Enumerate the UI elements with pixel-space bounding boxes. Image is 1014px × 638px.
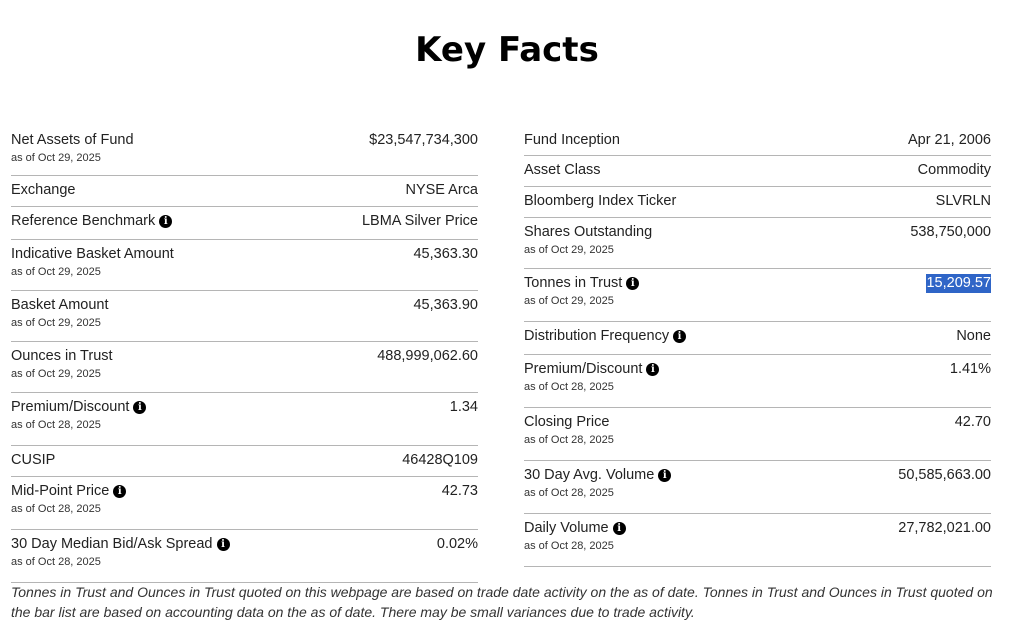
fact-label-group bbox=[524, 131, 620, 150]
info-icon[interactable]: i bbox=[626, 277, 639, 290]
as-of-date: as of Oct 29, 2025 bbox=[11, 368, 101, 380]
as-of-date: as of Oct 28, 2025 bbox=[524, 434, 614, 446]
as-of-date: as of Oct 28, 2025 bbox=[11, 419, 101, 431]
fact-value: 27,782,021.00 bbox=[898, 520, 991, 536]
fact-label-text: Tonnes in Trust bbox=[524, 275, 623, 291]
fact-label-text: Ounces in Trust bbox=[11, 348, 113, 364]
fact-label-group bbox=[11, 131, 134, 165]
fact-label-text: Premium/Discount bbox=[524, 361, 643, 377]
fact-value: NYSE Arca bbox=[405, 182, 478, 198]
fact-label bbox=[11, 482, 126, 501]
fact-label-text: Daily Volume bbox=[524, 520, 609, 536]
fact-row-tonnes-in-trust bbox=[524, 269, 991, 322]
as-of-date: as of Oct 29, 2025 bbox=[524, 244, 614, 256]
fact-label bbox=[524, 131, 620, 150]
fact-label-text: Fund Inception bbox=[524, 132, 620, 148]
fact-row-cusip bbox=[11, 446, 478, 477]
fact-label bbox=[524, 519, 626, 538]
fact-label-group bbox=[524, 327, 686, 346]
fact-row-fund-inception bbox=[524, 126, 991, 156]
as-of-date: as of Oct 28, 2025 bbox=[11, 556, 101, 568]
page-title: Key Facts bbox=[415, 30, 599, 70]
fact-value: Commodity bbox=[917, 162, 991, 178]
fact-label bbox=[11, 131, 134, 150]
key-facts-right-column bbox=[524, 126, 991, 567]
fact-row-basket-amount bbox=[11, 291, 478, 342]
fact-value: None bbox=[956, 328, 991, 344]
info-icon[interactable]: i bbox=[658, 469, 671, 482]
fact-label-group bbox=[11, 245, 174, 279]
fact-label-group bbox=[11, 347, 113, 381]
fact-row-exchange bbox=[11, 176, 478, 207]
fact-label-group bbox=[524, 223, 652, 257]
fact-label-text: Distribution Frequency bbox=[524, 328, 670, 344]
fact-label bbox=[11, 181, 76, 200]
fact-label-text: Asset Class bbox=[524, 162, 601, 178]
fact-label-group bbox=[11, 535, 230, 569]
fact-label-group bbox=[524, 519, 626, 553]
fact-label-group bbox=[11, 451, 55, 470]
fact-value: 42.70 bbox=[954, 414, 991, 430]
key-facts-left-column bbox=[11, 126, 478, 583]
fact-row-daily-volume bbox=[524, 514, 991, 567]
fact-label-group bbox=[11, 181, 76, 200]
fact-label-group bbox=[11, 398, 146, 432]
fact-row-bloomberg-index-ticker bbox=[524, 187, 991, 218]
as-of-date: as of Oct 28, 2025 bbox=[11, 503, 101, 515]
fact-label bbox=[524, 192, 676, 211]
fact-label-text: Exchange bbox=[11, 182, 76, 198]
fact-row-indicative-basket-amount bbox=[11, 240, 478, 291]
fact-row-reference-benchmark bbox=[11, 207, 478, 240]
fact-label bbox=[11, 451, 55, 470]
fact-label-group bbox=[11, 482, 126, 516]
fact-row-shares-outstanding bbox=[524, 218, 991, 269]
info-icon[interactable]: i bbox=[646, 363, 659, 376]
as-of-date: as of Oct 28, 2025 bbox=[524, 487, 614, 499]
fact-label bbox=[524, 360, 659, 379]
fact-value: LBMA Silver Price bbox=[361, 213, 478, 229]
fact-label bbox=[524, 223, 652, 242]
fact-label-text: Net Assets of Fund bbox=[11, 132, 134, 148]
info-icon[interactable]: i bbox=[673, 330, 686, 343]
fact-label bbox=[524, 466, 671, 485]
fact-label bbox=[11, 212, 172, 231]
info-icon[interactable]: i bbox=[217, 538, 230, 551]
fact-label bbox=[11, 398, 146, 417]
footnote: Tonnes in Trust and Ounces in Trust quoted on this webpage are based on trade date activity on the as of date. Tonnes in Trust and Ounces in Trust quoted on the bar list are based on accounting data on the as of date. There may be small variances due to trade activity. bbox=[11, 584, 993, 620]
fact-row-asset-class bbox=[524, 156, 991, 187]
fact-row-distribution-frequency bbox=[524, 322, 991, 355]
fact-label-text: 30 Day Avg. Volume bbox=[524, 467, 655, 483]
fact-label-text: 30 Day Median Bid/Ask Spread bbox=[11, 536, 213, 552]
fact-value: Apr 21, 2006 bbox=[907, 132, 991, 148]
fact-label bbox=[11, 535, 230, 554]
fact-value: 46428Q109 bbox=[402, 452, 478, 468]
as-of-date: as of Oct 28, 2025 bbox=[524, 381, 614, 393]
fact-label-group bbox=[11, 296, 109, 330]
fact-label-group bbox=[524, 192, 676, 211]
fact-label-text: Mid-Point Price bbox=[11, 483, 110, 499]
fact-label bbox=[524, 161, 601, 180]
fact-label-text: CUSIP bbox=[11, 452, 56, 468]
fact-label bbox=[524, 274, 639, 293]
fact-value: 1.34 bbox=[449, 399, 478, 415]
fact-row-mid-point-price bbox=[11, 477, 478, 530]
fact-label-text: Shares Outstanding bbox=[524, 224, 653, 240]
fact-label-text: Bloomberg Index Ticker bbox=[524, 193, 677, 209]
fact-row-net-assets-of-fund bbox=[11, 126, 478, 176]
fact-value: SLVRLN bbox=[935, 193, 991, 209]
fact-value: 488,999,062.60 bbox=[377, 348, 478, 364]
fact-value: 42.73 bbox=[441, 483, 478, 499]
fact-row-closing-price bbox=[524, 408, 991, 461]
fact-label-group bbox=[524, 274, 639, 308]
fact-row-premium-discount bbox=[524, 355, 991, 408]
fact-value: 0.02% bbox=[436, 536, 478, 552]
info-icon[interactable]: i bbox=[113, 485, 126, 498]
fact-row-ounces-in-trust bbox=[11, 342, 478, 393]
as-of-date: as of Oct 28, 2025 bbox=[524, 540, 614, 552]
fact-value: 1.41% bbox=[949, 361, 991, 377]
fact-value: $23,547,734,300 bbox=[369, 132, 478, 148]
as-of-date: as of Oct 29, 2025 bbox=[11, 266, 101, 278]
fact-label-group bbox=[524, 161, 601, 180]
fact-label-text: Indicative Basket Amount bbox=[11, 246, 174, 262]
as-of-date: as of Oct 29, 2025 bbox=[11, 317, 101, 329]
fact-label bbox=[524, 327, 686, 346]
fact-row-30-day-avg-volume bbox=[524, 461, 991, 514]
info-icon[interactable]: i bbox=[133, 401, 146, 414]
fact-label bbox=[11, 347, 113, 366]
fact-value: 45,363.30 bbox=[413, 246, 478, 262]
fact-label-group bbox=[524, 466, 671, 500]
fact-label-text: Basket Amount bbox=[11, 297, 109, 313]
fact-label-group bbox=[524, 413, 614, 447]
fact-label-group bbox=[524, 360, 659, 394]
fact-label bbox=[11, 296, 109, 315]
info-icon[interactable]: i bbox=[159, 215, 172, 228]
fact-value: 45,363.90 bbox=[413, 297, 478, 313]
fact-value: 50,585,663.00 bbox=[898, 467, 991, 483]
fact-row-premium-discount bbox=[11, 393, 478, 446]
fact-label-text: Closing Price bbox=[524, 414, 610, 430]
fact-label-text: Premium/Discount bbox=[11, 399, 130, 415]
fact-label bbox=[524, 413, 614, 432]
fact-value: 15,209.57 bbox=[926, 275, 991, 291]
fact-row-30-day-median-bid-ask-spread bbox=[11, 530, 478, 583]
as-of-date: as of Oct 29, 2025 bbox=[524, 295, 614, 307]
fact-label bbox=[11, 245, 174, 264]
fact-label-text: Reference Benchmark bbox=[11, 213, 156, 229]
fact-value: 538,750,000 bbox=[910, 224, 991, 240]
as-of-date: as of Oct 29, 2025 bbox=[11, 152, 101, 164]
fact-label-group bbox=[11, 212, 172, 231]
info-icon[interactable]: i bbox=[613, 522, 626, 535]
